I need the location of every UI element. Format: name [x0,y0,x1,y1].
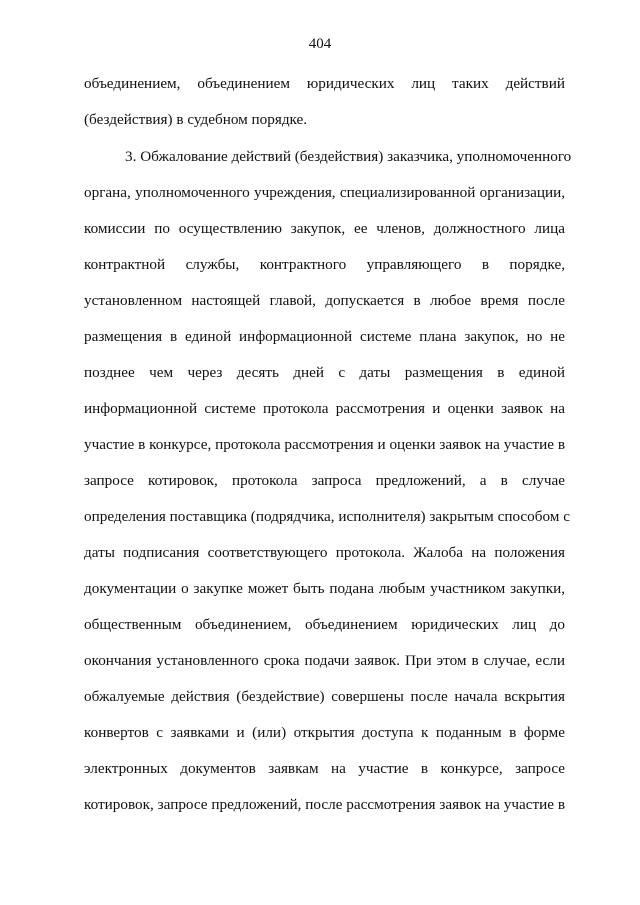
text-line: контрактной службы, контрактного управляющего в порядке, [84,256,565,273]
text-line: органа, уполномоченного учреждения, специализированной организации, [84,184,565,201]
text-line: позднее чем через десять дней с даты размещения в единой [84,364,565,381]
text-line: установленном настоящей главой, допускается в любое время после [84,292,565,309]
text-line: (бездействия) в судебном порядке. [84,111,308,128]
text-line: участие в конкурсе, протокола рассмотрения и оценки заявок на участие в [84,436,565,453]
text-line: даты подписания соответствующего протокола. Жалоба на положения [84,544,565,561]
text-line: электронных документов заявкам на участие в конкурсе, запросе [84,760,565,777]
text-line: котировок, запросе предложений, после рассмотрения заявок на участие в [84,796,565,813]
page-number: 404 [308,36,332,52]
text-line: окончания установленного срока подачи заявок. При этом в случае, если [84,652,565,669]
paragraph-first-line: 3. Обжалование действий (бездействия) заказчика, уполномоченного [125,148,572,165]
text-line: конвертов с заявками и (или) открытия доступа к поданным в форме [84,724,565,741]
text-line: общественным объединением, объединением юридических лиц до [84,616,565,633]
text-line: комиссии по осуществлению закупок, ее членов, должностного лица [84,220,565,237]
text-line: информационной системе протокола рассмотрения и оценки заявок на [84,400,565,417]
text-line: запросе котировок, протокола запроса предложений, а в случае [84,472,565,489]
text-line: размещения в единой информационной системе плана закупок, но не [84,328,565,345]
text-line: документации о закупке может быть подана любым участником закупки, [84,580,565,597]
text-line: обжалуемые действия (бездействие) совершены после начала вскрытия [84,688,565,705]
text-line: объединением, объединением юридических лиц таких действий [84,75,565,92]
text-line: определения поставщика (подрядчика, исполнителя) закрытым способом с [84,508,570,525]
